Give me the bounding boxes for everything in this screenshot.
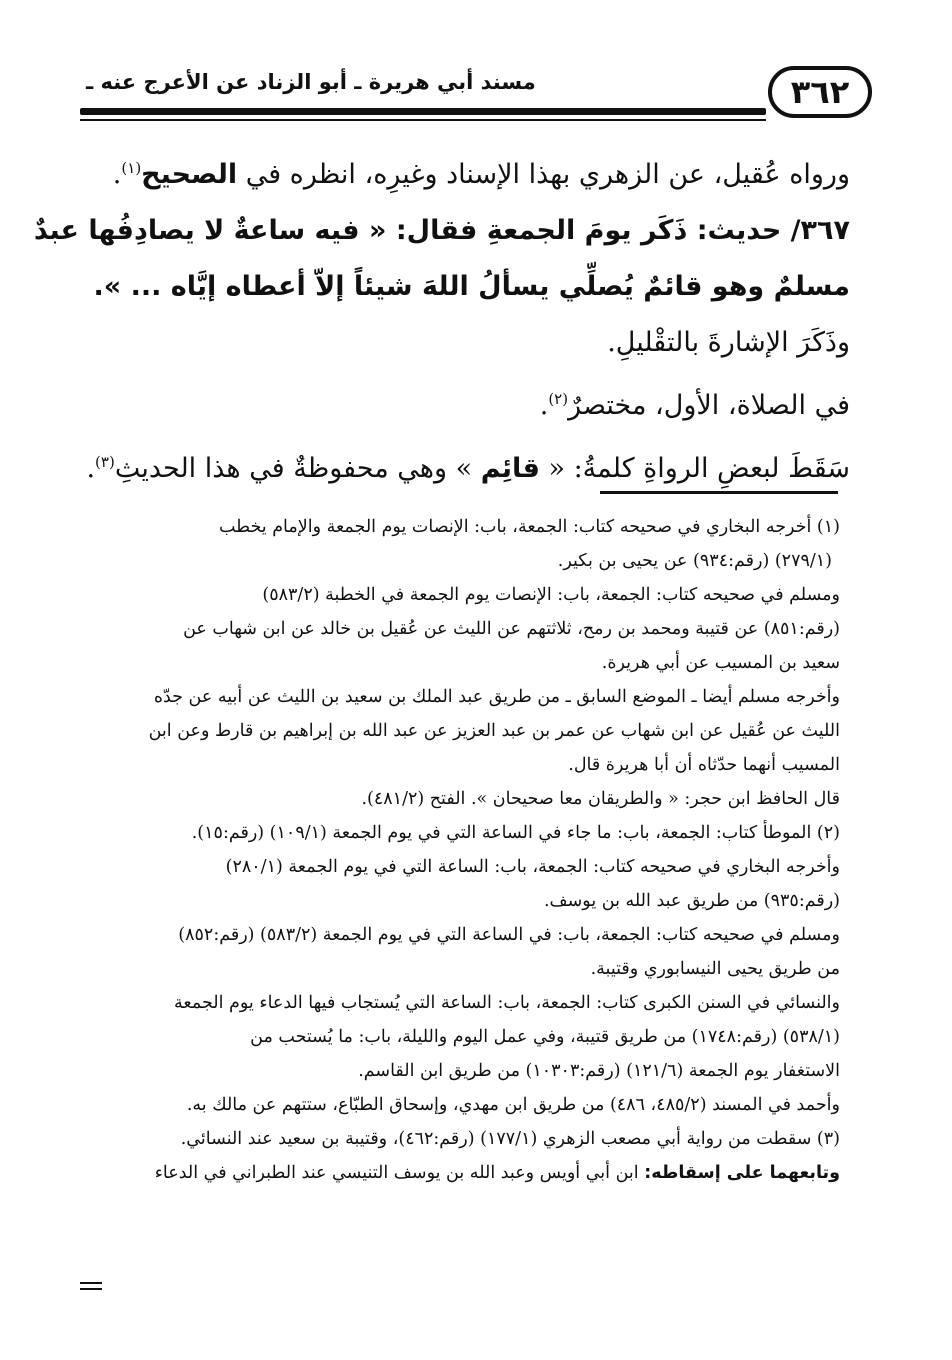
main-line-6	[80, 434, 850, 497]
main-line-4: وذَكَرَ الإشارةَ بالتقْليلِ.	[607, 327, 850, 358]
main-text	[33, 140, 850, 497]
text-segment: .	[112, 159, 122, 190]
continuation-mark	[80, 1282, 102, 1292]
main-line-3: مسلمٌ وهو قائمٌ يُصلِّي يسألُ اللهَ شيئاً إلاّ أعطاه إيَّاه ... ».	[93, 271, 850, 302]
keyword: قائِم	[480, 453, 540, 484]
hadith-text: ذَكَر يومَ الجمعةِ فقال: « فيه ساعةٌ لا يصادِفُها عبدٌ	[33, 215, 697, 246]
note-label: وتابعهما على إسقاطه:	[644, 1163, 840, 1183]
footnote-line: (٢) الموطأ كتاب: الجمعة، باب: ما جاء في الساعة التي في يوم الجمعة (١٠٩/١) (رقم:١٥).	[191, 823, 840, 843]
footnotes	[80, 510, 840, 1190]
footnote-line: وأخرجه مسلم أيضا ـ الموضع السابق ـ من طريق عبد الملك بن سعيد بن الليث عن أبيه عن جدّه	[153, 687, 840, 707]
running-title: مسند أبي هريرة ـ أبو الزناد عن الأعرج عنه ـ	[86, 70, 536, 94]
hadith-number: ٣٦٧/	[781, 215, 850, 246]
footnote-ref: (١)	[121, 159, 142, 177]
footnote-ref: (٢)	[548, 390, 569, 408]
footnote-ref: (٣)	[95, 453, 115, 471]
main-line-5	[80, 371, 850, 434]
text-segment: .	[86, 453, 96, 484]
header-rule-thin	[80, 119, 766, 121]
footnote-line: من طريق يحيى النيسابوري وقتيبة.	[590, 959, 840, 979]
main-line-1	[80, 140, 850, 203]
footnote-line-last	[80, 1156, 840, 1190]
note-text: ابن أبي أويس وعبد الله بن يوسف التنيسي عند الطبراني في الدعاء	[154, 1163, 645, 1183]
footnote-line: المسيب أنهما حدّثاه أن أبا هريرة قال.	[568, 755, 840, 775]
hadith-label: حديث:	[696, 215, 782, 246]
footnote-line: الليث عن عُقيل عن ابن شهاب عن عمر بن عبد العزيز عن عبد الله بن إبراهيم بن قارط وعن ابن	[148, 721, 840, 741]
text-segment: .	[539, 390, 549, 421]
footnote-line: وأحمد في المسند (٤٨٥/٢، ٤٨٦) من طريق ابن مهدي، وإسحاق الطبّاع، ستتهم عن مالك به.	[186, 1095, 840, 1115]
text-segment: » وهي محفوظةٌ في هذا الحديثِ	[114, 453, 481, 484]
footnote-line: ومسلم في صحيحه كتاب: الجمعة، باب: في الساعة التي في يوم الجمعة (٥٨٣/٢) (رقم:٨٥٢)	[178, 925, 840, 945]
footnote-line: سعيد بن المسيب عن أبي هريرة.	[601, 653, 840, 673]
page-number: ٣٦٢	[768, 66, 872, 118]
footnote-line: (١) أخرجه البخاري في صحيحه كتاب: الجمعة، باب: الإنصات يوم الجمعة والإمام يخطب	[218, 517, 840, 537]
footnote-divider	[600, 491, 838, 494]
header-rule	[80, 108, 766, 115]
text-segment: ورواه عُقيل، عن الزهري بهذا الإسناد وغيرِه، انظره في	[237, 159, 850, 190]
text-segment: سَقَطَ لبعضِ الرواةِ كلمةُ: «	[539, 453, 850, 484]
footnote-line: (٥٣٨/١) (رقم:١٧٤٨) من طريق قتيبة، وفي عمل اليوم والليلة، باب: ما يُستحب من	[250, 1027, 840, 1047]
footnote-line: والنسائي في السنن الكبرى كتاب: الجمعة، باب: الساعة التي يُستجاب فيها الدعاء يوم الجمعة	[174, 993, 840, 1013]
main-line-2	[33, 203, 850, 259]
footnote-line: (رقم:٨٥١) عن قتيبة ومحمد بن رمح، ثلاثتهم عن الليث عن عُقيل بن خالد عن ابن شهاب عن	[183, 619, 840, 639]
book-title: الصحيح	[141, 159, 238, 190]
footnote-line: ومسلم في صحيحه كتاب: الجمعة، باب: الإنصات يوم الجمعة في الخطبة (٥٨٣/٢)	[262, 585, 840, 605]
footnote-line: (٣) سقطت من رواية أبي مصعب الزهري (١٧٧/١) (رقم:٤٦٢)، وقتيبة بن سعيد عند النسائي.	[180, 1129, 840, 1149]
footnote-line: قال الحافظ ابن حجر: « والطريقان معا صحيحان ». الفتح (٤٨١/٢).	[361, 789, 840, 809]
footnote-line: (٢٧٩/١) (رقم:٩٣٤) عن يحيى بن بكير.	[557, 551, 832, 571]
footnote-line: (رقم:٩٣٥) من طريق عبد الله بن يوسف.	[543, 891, 840, 911]
text-segment: في الصلاة، الأول، مختصرٌ	[568, 390, 850, 421]
footnote-line: الاستغفار يوم الجمعة (١٢١/٦) (رقم:١٠٣٠٣) من طريق ابن القاسم.	[358, 1061, 840, 1081]
footnote-line: وأخرجه البخاري في صحيحه كتاب: الجمعة، باب: الساعة التي في يوم الجمعة (٢٨٠/١)	[225, 857, 840, 877]
